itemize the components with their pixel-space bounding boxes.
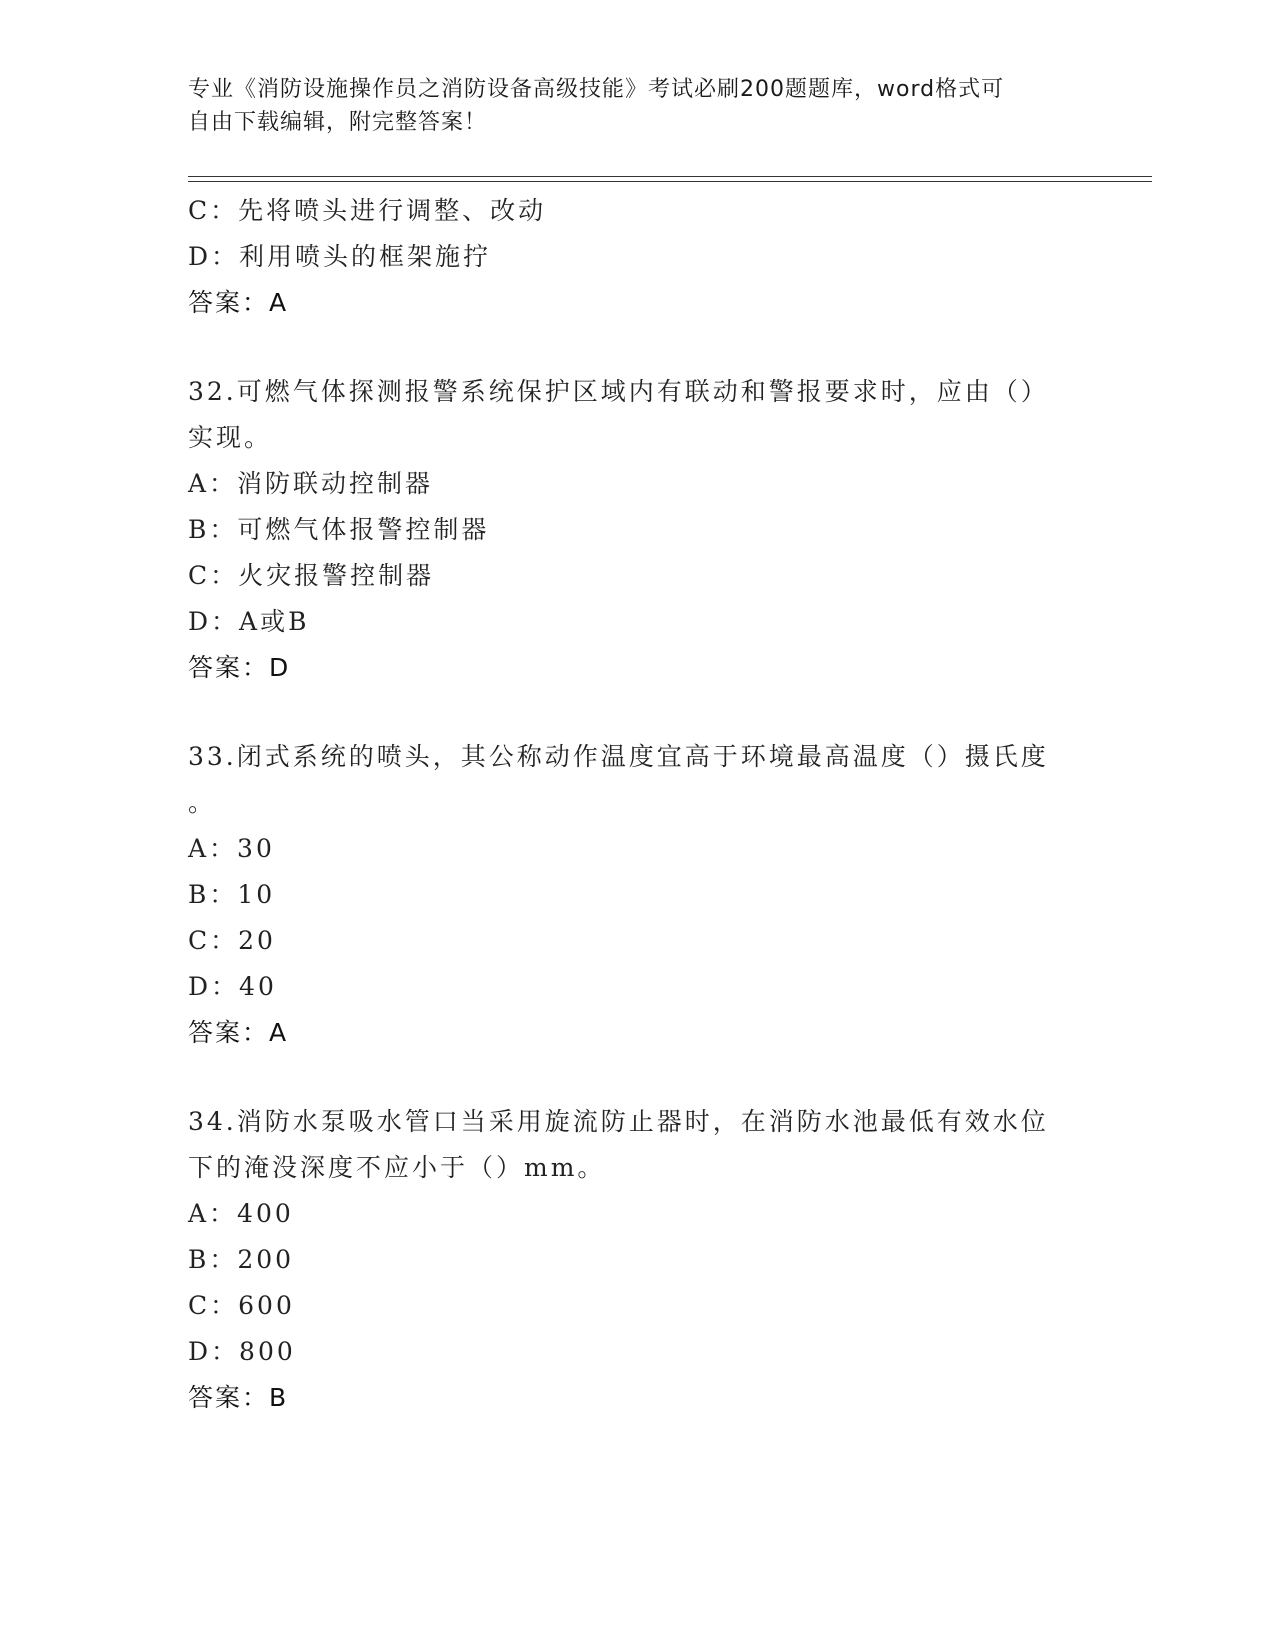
option-c: C：火灾报警控制器	[188, 561, 435, 590]
question-stem-line-1: 33.闭式系统的喷头，其公称动作温度宜高于环境最高温度（）摄氏度	[188, 742, 1049, 771]
question-stem-line-2: 实现。	[188, 423, 273, 452]
answer-line: 答案：A	[188, 288, 289, 317]
option-c: C：20	[188, 926, 276, 955]
option-b: B：10	[188, 880, 276, 909]
document-body	[188, 188, 1088, 1421]
answer-line: 答案：A	[188, 1018, 289, 1047]
question-stem-line-1: 34.消防水泵吸水管口当采用旋流防止器时，在消防水池最低有效水位	[188, 1107, 1049, 1136]
question-stem-line-1: 32.可燃气体探测报警系统保护区域内有联动和警报要求时，应由（）	[188, 377, 1049, 406]
header-divider-bottom	[188, 181, 1152, 182]
option-a: A：消防联动控制器	[188, 469, 434, 498]
option-c: C：600	[188, 1291, 295, 1320]
option-b: B：可燃气体报警控制器	[188, 515, 490, 544]
header-divider-top	[188, 176, 1152, 177]
option-c: C：先将喷头进行调整、改动	[188, 196, 547, 225]
header-line-2: 自由下载编辑，附完整答案！	[188, 110, 488, 135]
option-a: A：400	[188, 1199, 294, 1228]
option-d: D：利用喷头的框架施拧	[188, 242, 492, 271]
header-line-1: 专业《消防设施操作员之消防设备高级技能》考试必刷200题题库，word格式可	[188, 77, 1005, 102]
question-stem-line-2: 下的淹没深度不应小于（）mm。	[188, 1153, 606, 1182]
document-header	[188, 73, 1068, 139]
option-b: B：200	[188, 1245, 295, 1274]
option-a: A：30	[188, 834, 275, 863]
question-stem-line-2: 。	[188, 788, 217, 817]
answer-line: 答案：D	[188, 653, 291, 682]
question-33	[188, 734, 1088, 1056]
partial-question-31	[188, 188, 1088, 326]
option-d: D：40	[188, 972, 277, 1001]
question-34	[188, 1099, 1088, 1421]
answer-line: 答案：B	[188, 1383, 289, 1412]
question-32	[188, 369, 1088, 691]
option-d: D：A或B	[188, 607, 310, 636]
option-d: D：800	[188, 1337, 296, 1366]
